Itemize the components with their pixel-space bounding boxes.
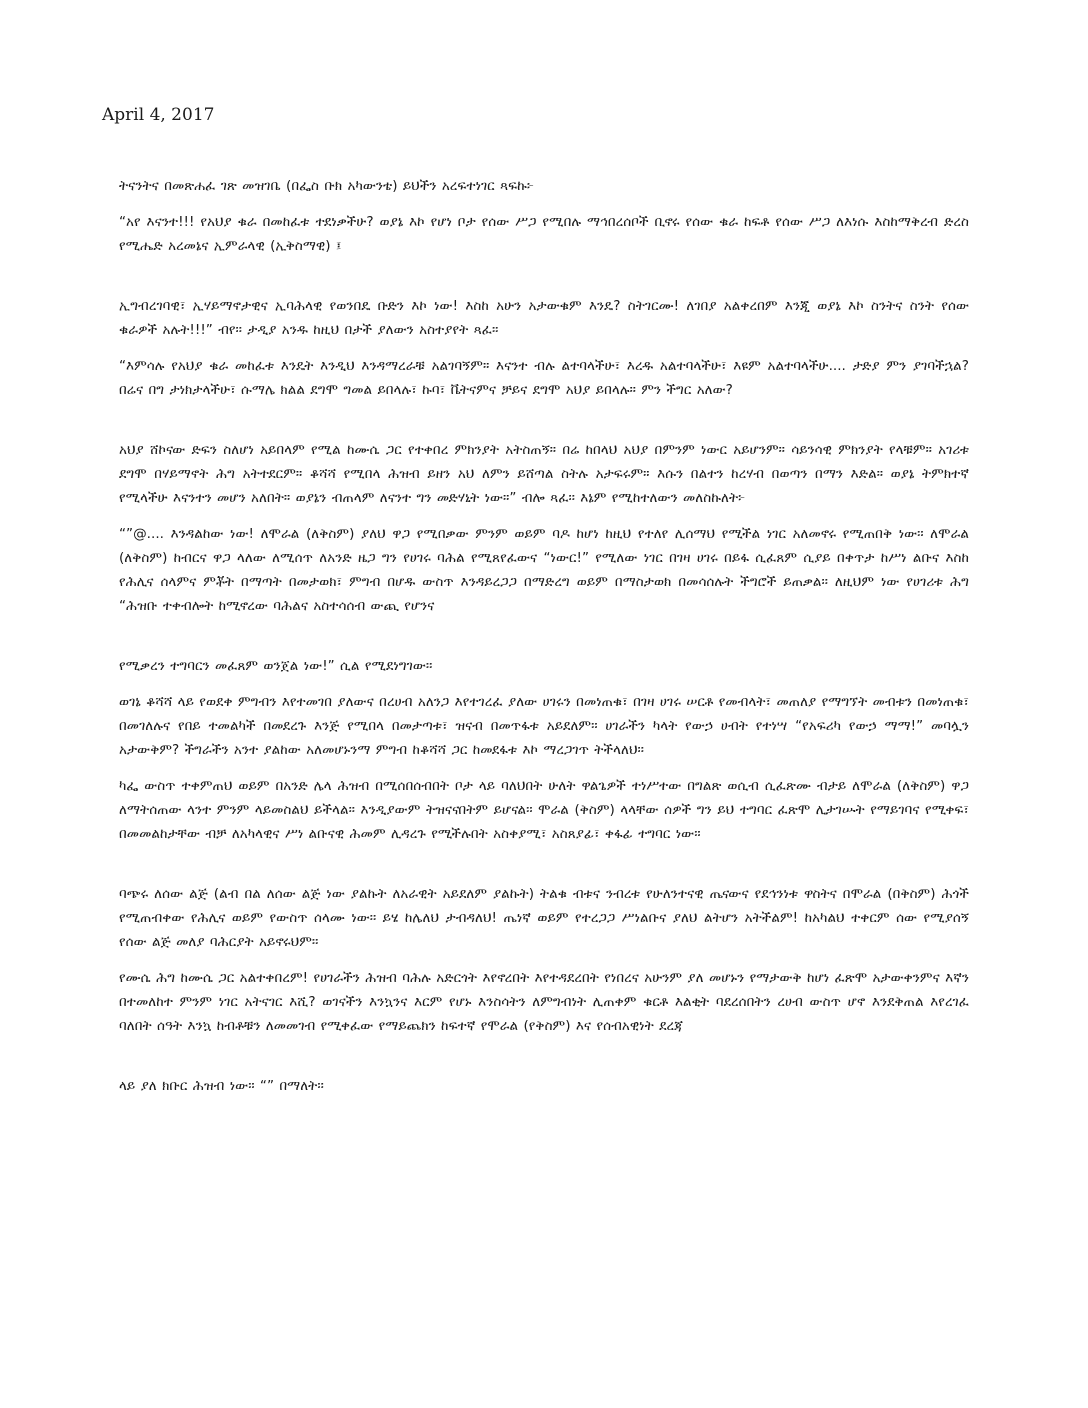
paragraph-6: “”@.... እንዳልከው ነው! ለሞራል (ለቅስም) ያለህ ዋጋ የሚበቃው ምንም ወይም ባዶ ከሆነ ከዚህ የተለየ ሊሰማህ የሚችል ነገር አለመኖሩ የሚጠበቅ ነው፡፡ ለሞራል (ለቅስም) ከብርና ዋጋ ላለው ለሚሰጥ ለአንድ ዜጋ ግን የሀገሩ ባሕል የሚጸየፈውና “ነውር!” የሚለው ነገር በገዛ ሀገሩ በይፋ ሲፈጸም ሲያይ በቀጥታ ከሥነ ልቡና እስከ የሕሊና ሰላምና ምቾት በማጣት በመታወክ፣ ምግብ በሆዱ ውስጥ እንዳይረጋጋ በማድረግ ወይም በማስታወክ በመሳሰሉት ችግሮች ይጠቃል፡፡ ለዚህም ነው የሀገሪቱ ሕግ “ሕዝቡ ተቀብሎት ከሚኖረው ባሕልና አስተሳሰብ ውጪ የሆንና: [119, 526, 969, 614]
paragraph-3: ኢግብረገባዊ፣ ኢሃይማኖታዊና ኢባሕላዊ የወንበዴ ቡድን እኮ ነው! እስከ አሁን አታውቁም እንዴ? ስትገርሙ! ለገበያ አልቀረበም እንጂ ወያኔ እኮ ስንትና ስንት የሰው ቁራዎች አሉት!!!” ብየ፡፡ ታዲያ አንዱ ከዚህ በታች ያለውን አስተያየት ጻፈ፡፡: [119, 298, 969, 338]
paragraph-11: የሙሴ ሕግ ከሙሴ ጋር አልተቀበረም! የሀገራችን ሕዝብ ባሕሉ አድርጎት እየኖረበት እየተዳደረበት የነበረና አሁንም ያለ መሆኑን የማታውቅ ከሆነ ፈጽሞ አታውቀንምና እኛን በተመለከተ ምንም ነገር አትናገር እሺ? ወገናችን እንኳንና እርም የሆኑ እንስሳትን ለምግብነት ሊጠቀም ቁርቶ እልቂት ባደረሰበትን ረሀብ ውስጥ ሆኖ እንደቅጠል እየረገፈ ባለበት ሰዓት እንኳ ከብቶቹን ለመመገብ የሚቀፈው የማይጨክን ከፍተኛ የሞራል (የቅስም) እና የሰብአዊነት ደረጃ: [119, 970, 969, 1034]
paragraph-12: ላይ ያለ ክቡር ሕዝብ ነው፡፡ “” በማለት፡፡: [119, 1078, 324, 1094]
paragraph-9: ካፌ ውስጥ ተቀምጠህ ወይም በአንድ ሌላ ሕዝብ በሚሰበሰብበት ቦታ ላይ ባለህበት ሁለት ዋልጌዎች ተነሥተው በግልጽ ወሲብ ሲፈጽሙ ብታይ ለሞራል (ለቅስም) ዋጋ ለማትሰጠው ላንተ ምንም ላይመስልህ ይችላል፡፡ እንዲያውም ትዝናናበትም ይሆናል፡፡ ሞራል (ቅስም) ላላቸው ሰዎች ግን ይህ ተግባር ፈጽሞ ሊታገሡት የማይገባና የሚቀፍ፣ በመመልከታቸው ብቻ ለአካላዊና ሥነ ልቡናዊ ሕመም ሊዳረጉ የሚችሉበት አስቀያሚ፣ አስጸያፊ፣ ቀፋፊ ተግባር ነው፡፡: [119, 778, 969, 842]
paragraph-4: “እምሳሉ የአህያ ቁራ መከፈቱ እንዴት እንዲህ እንዳማረራቹ አልገባኝም። እናንተ ብሉ ልተባላችሁ፣ እረዱ አልተባላችሁ፣ እዩም አልተባላችሁ.... ታድያ ምን ያገባችኋል? በሬና በግ ታነክታላችሁ፣ ሱማሌ ክልል ደግሞ ግመል ይበላሉ፣ ኩባ፣ ቬትናምና ቻይና ደግሞ አህያ ይበላሉ። ምን ችግር አለው?: [119, 358, 969, 398]
paragraph-2: “አየ እናንተ!!! የአህያ ቁራ በመከፈቱ ተደነቃችሁ? ወያኔ እኮ የሆነ ቦታ የሰው ሥጋ የሚበሉ ማኅበረሰቦች ቢኖሩ የሰው ቁራ ከፍቶ የሰው ሥጋ ለእነሱ እስከማቅረብ ድረስ የሚሔድ አረመኔና ኢምራላዊ (ኢቅስማዊ) ፤: [119, 214, 969, 254]
paragraph-7: የሚቃረን ተግባርን መፈጸም ወንጀል ነው!” ሲል የሚደነግገው፡፡: [119, 658, 433, 674]
paragraph-5: አህያ ሸኮናው ድፍን ስለሆነ አይበላም የሚል ከሙሴ ጋር የተቀበረ ምክንያት አትስጠኝ። በሬ ከበላህ አህያ በምንም ነውር አይሆንም። ሳይንሳዊ ምክንያት የላቹም። አገሪቱ ደግሞ በሃይማኖት ሕግ አትተደርም። ቆሻሻ የሚበላ ሕዝብ ይዘን አህ ለምን ይሸጣል ስትሉ አታፍሩም። እሱን በልተን ከረሃብ በወጣን በማን እድል። ወያኔ ትምክተኛ የሚላችሁ እናንተን መሆን አለበት። ወያኔን ብጠላም ለናንተ ግን መድሃኒት ነው።” ብሎ ጻፈ፡፡ እኔም የሚከተለውን መለስኩለት፦: [119, 442, 969, 506]
paragraph-8: ወገኔ ቆሻሻ ላይ የወደቀ ምግብን እየተመገበ ያለውና በረሀብ አለንጋ እየተገረፈ ያለው ሀገሩን በመነጠቁ፣ በገዛ ሀገሩ ሠርቶ የመብላት፣ መጠለያ የማግኘት መብቱን በመነጠቁ፣ በመገለሉና የበይ ተመልካች በመደረጉ እንጅ የሚበላ በመታጣቱ፣ ዝናብ በመጥፋቱ አይደለም፡፡ ሀገራችን ካላት የውኃ ሀብት የተነሣ “የአፍሪካ የውኃ ማማ!” መባሏን አታውቅም? ችግራችን አንተ ያልከው አለመሆኑንማ ምግብ ከቆሻሻ ጋር ከመደፋቱ እኮ ማረጋገጥ ትችላለህ፡፡: [119, 694, 969, 758]
paragraph-1: ትናንትና በመጽሐፈ ገጽ መዝገቤ (በፌስ ቡክ አካውንቴ) ይህችን አረፍተነገር ጻፍኩ፦: [119, 178, 535, 194]
document-date: April 4, 2017: [102, 105, 215, 125]
paragraph-10: ባጭሩ ለሰው ልጅ (ልብ በል ለሰው ልጅ ነው ያልኩት ለአራዊት አይደለም ያልኩት) ትልቁ ብቱና ንብረቱ የሁለንተናዊ ጤናውና የደኅንነቱ ዋስትና በሞራል (በቅስም) ሕጎች የሚጠብቀው የሕሊና ወይም የውስጥ ሰላሙ ነው፡፡ ይሄ ከሌለህ ታብዳለህ! ጤነኛ ወይም የተረጋጋ ሥነልቡና ያለህ ልትሆን አትችልም! ከአካልህ ተቀርም ሰው የሚያሰኝ የሰው ልጅ መለያ ባሕርያት አይኖሩህም፡፡: [119, 886, 969, 950]
